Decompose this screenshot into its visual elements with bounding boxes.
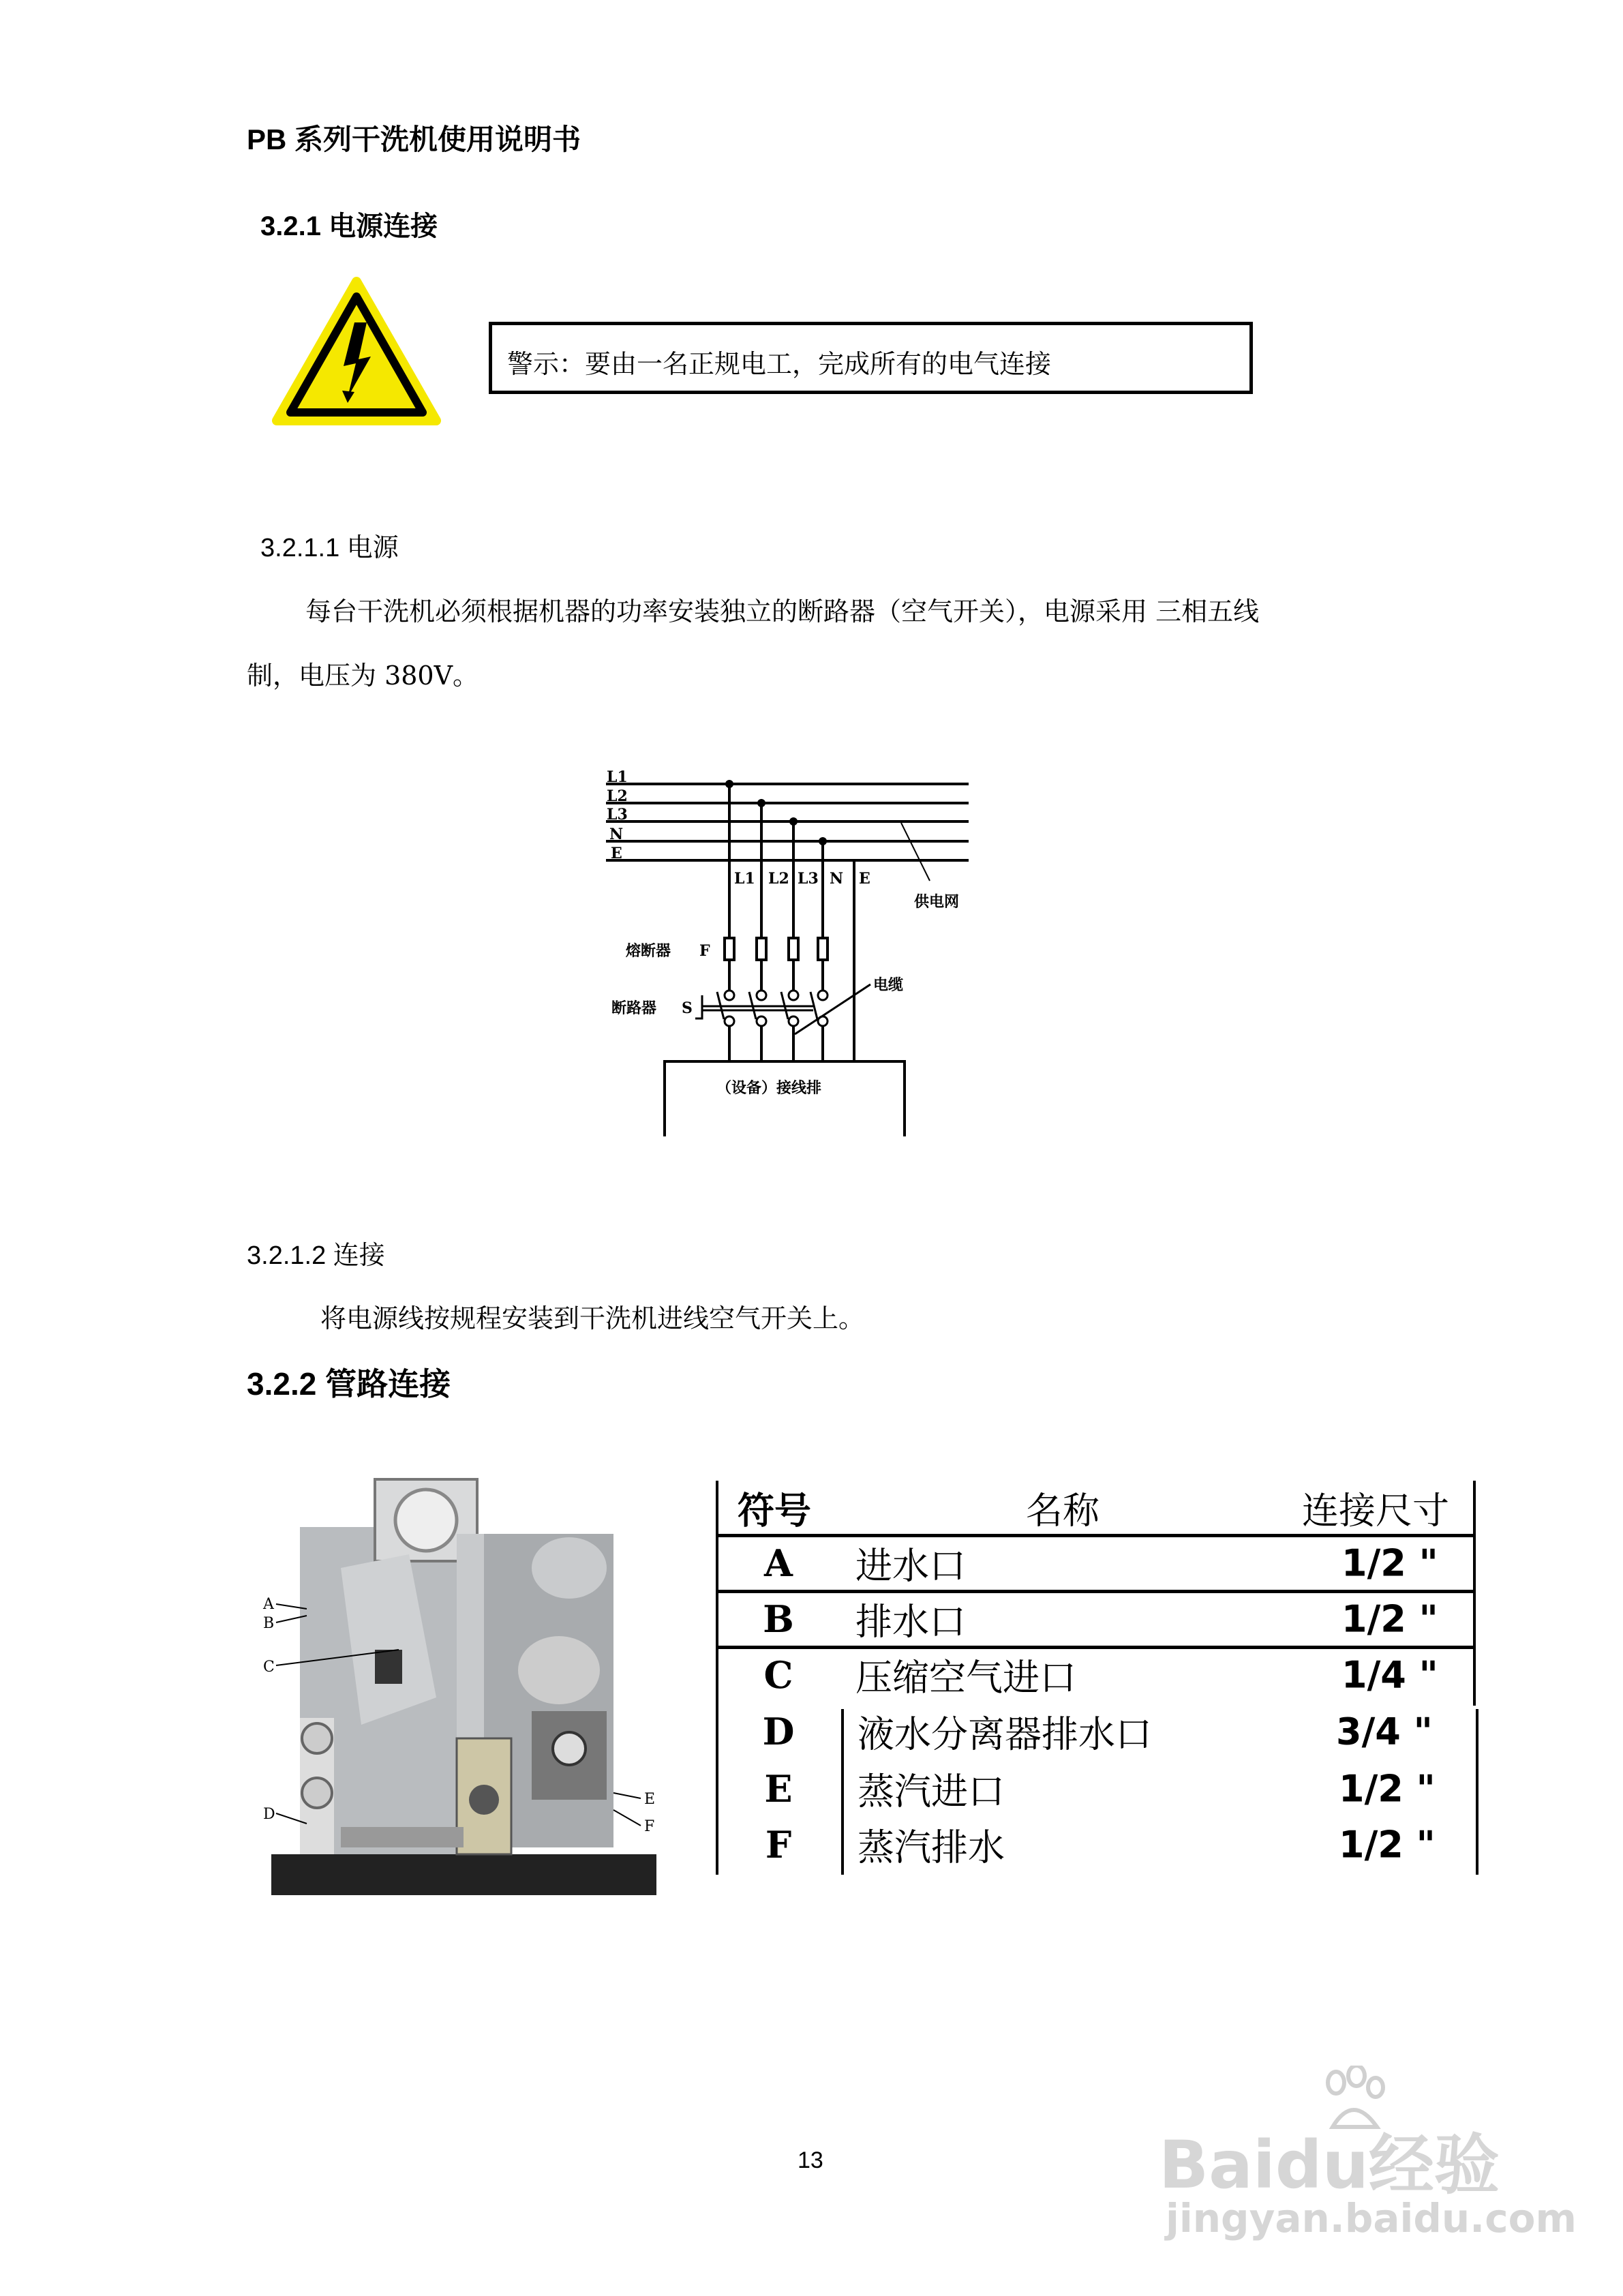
tap-label: L3: [798, 870, 819, 888]
tap-label: N: [830, 870, 844, 888]
terminal-label: （设备）接线排: [716, 1079, 822, 1097]
row-symbol: A: [764, 1541, 793, 1585]
bus-label: L3: [607, 806, 628, 824]
terminal-block: [665, 1061, 905, 1136]
row-symbol: B: [763, 1597, 794, 1641]
row-name: 蒸汽排水: [858, 1826, 1005, 1869]
fuse-symbol: F: [699, 942, 710, 960]
row-size: 1/2 ": [1341, 1597, 1438, 1641]
grid-leader: [901, 823, 930, 881]
bus-label: N: [609, 826, 624, 843]
fuse: [789, 938, 798, 960]
grid-label: 供电网: [914, 893, 960, 911]
tap-label: E: [859, 870, 870, 888]
paragraph-power-line1: 每台干洗机必须根据机器的功率安装独立的断路器（空气开关），电源采用 三相五线: [305, 596, 1260, 626]
row-size: 3/4 ": [1336, 1710, 1433, 1753]
tap-label: L2: [768, 870, 789, 888]
photo-label: A: [263, 1596, 274, 1613]
row-name: 进水口: [855, 1544, 966, 1588]
row-size: 1/2 ": [1339, 1823, 1436, 1867]
row-size: 1/2 ": [1339, 1767, 1436, 1811]
section-heading-3-2-1-2: 3.2.1.2 连接: [247, 1241, 385, 1270]
document-header: PB 系列干洗机使用说明书: [247, 123, 581, 155]
watermark-url: jingyan.baidu.com: [1166, 2195, 1577, 2241]
paragraph-connection: 将电源线按规程安装到干洗机进线空气开关上。: [320, 1303, 865, 1333]
paragraph-power-line2: 制，电压为 380V。: [247, 661, 479, 691]
row-name: 液水分离器排水口: [858, 1712, 1152, 1756]
row-size: 1/4 ": [1341, 1653, 1438, 1697]
row-name: 蒸汽进口: [858, 1770, 1005, 1813]
photo-label: B: [263, 1615, 275, 1632]
photo-label: E: [644, 1791, 656, 1808]
photo-label: C: [263, 1659, 275, 1676]
bus-label: E: [611, 845, 622, 862]
row-symbol: F: [765, 1823, 792, 1867]
tap-label: L1: [734, 870, 755, 888]
fuse: [818, 938, 828, 960]
baidu-watermark: [1159, 2066, 1577, 2250]
header-size: 连接尺寸: [1302, 1489, 1449, 1532]
header-name: 名称: [1026, 1489, 1099, 1532]
fuse: [757, 938, 766, 960]
row-symbol: C: [763, 1653, 793, 1697]
row-name: 压缩空气进口: [855, 1656, 1076, 1700]
section-heading-3-2-1-1: 3.2.1.1 电源: [260, 534, 399, 562]
section-heading-3-2-1: 3.2.1 电源连接: [260, 211, 438, 241]
photo-label: D: [263, 1806, 275, 1823]
photo-label: F: [644, 1818, 655, 1835]
row-size: 1/2 ": [1341, 1541, 1438, 1585]
row-name: 排水口: [855, 1600, 966, 1644]
cable-label: 电缆: [873, 976, 904, 994]
pipe-connection-table: [716, 1481, 1476, 1875]
breaker-label: 断路器: [611, 999, 657, 1017]
section-heading-3-2-2: 3.2.2 管路连接: [247, 1366, 451, 1402]
fuse-label: 熔断器: [626, 942, 671, 960]
fuse: [725, 938, 734, 960]
row-symbol: D: [762, 1710, 795, 1753]
dry-cleaning-machine-photo: [259, 1472, 668, 1902]
watermark-brand: Baidu经验: [1159, 2127, 1500, 2203]
breaker-symbol: S: [682, 999, 693, 1017]
page-number: 13: [798, 2147, 823, 2173]
bus-label: L2: [607, 787, 628, 805]
header-symbol: 符号: [738, 1489, 811, 1532]
warning-text: 警示：要由一名正规电工，完成所有的电气连接: [507, 349, 1052, 379]
row-symbol: E: [764, 1767, 793, 1811]
bus-label: L1: [607, 768, 628, 786]
